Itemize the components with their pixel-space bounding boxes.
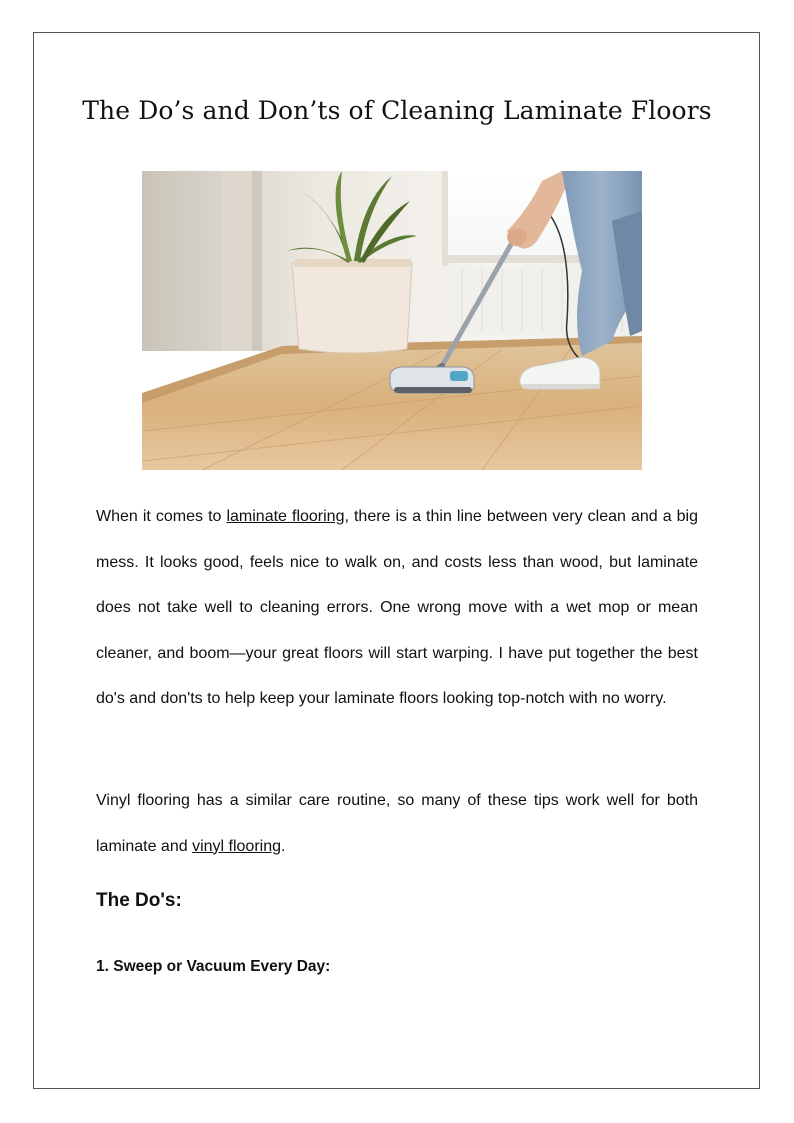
- intro-paragraph: When it comes to laminate flooring, there is a thin line between very clean and a big mess. It looks good, feels nice to walk on, and costs less than wood, but laminate does not take well to cleaning errors. One wrong move with a wet mop or mean cleaner, and boom—your great floors will start warping. I have put together the best do's and don'ts to help keep your laminate floors looking top-notch with no worry.: [96, 508, 699, 707]
- vinyl-paragraph: Vinyl flooring has a similar care routine, so many of these tips work well for both laminate and vinyl flooring.: [96, 792, 698, 855]
- vinyl-flooring-link[interactable]: vinyl flooring: [192, 837, 281, 855]
- floor-cleaning-photo: [142, 171, 642, 470]
- page-title: The Do’s and Don’ts of Cleaning Laminate Floors: [82, 96, 712, 125]
- laminate-flooring-link[interactable]: laminate flooring: [226, 508, 345, 525]
- section-heading-dos: The Do's:: [96, 890, 182, 911]
- subheading-sweep: 1. Sweep or Vacuum Every Day:: [96, 958, 331, 975]
